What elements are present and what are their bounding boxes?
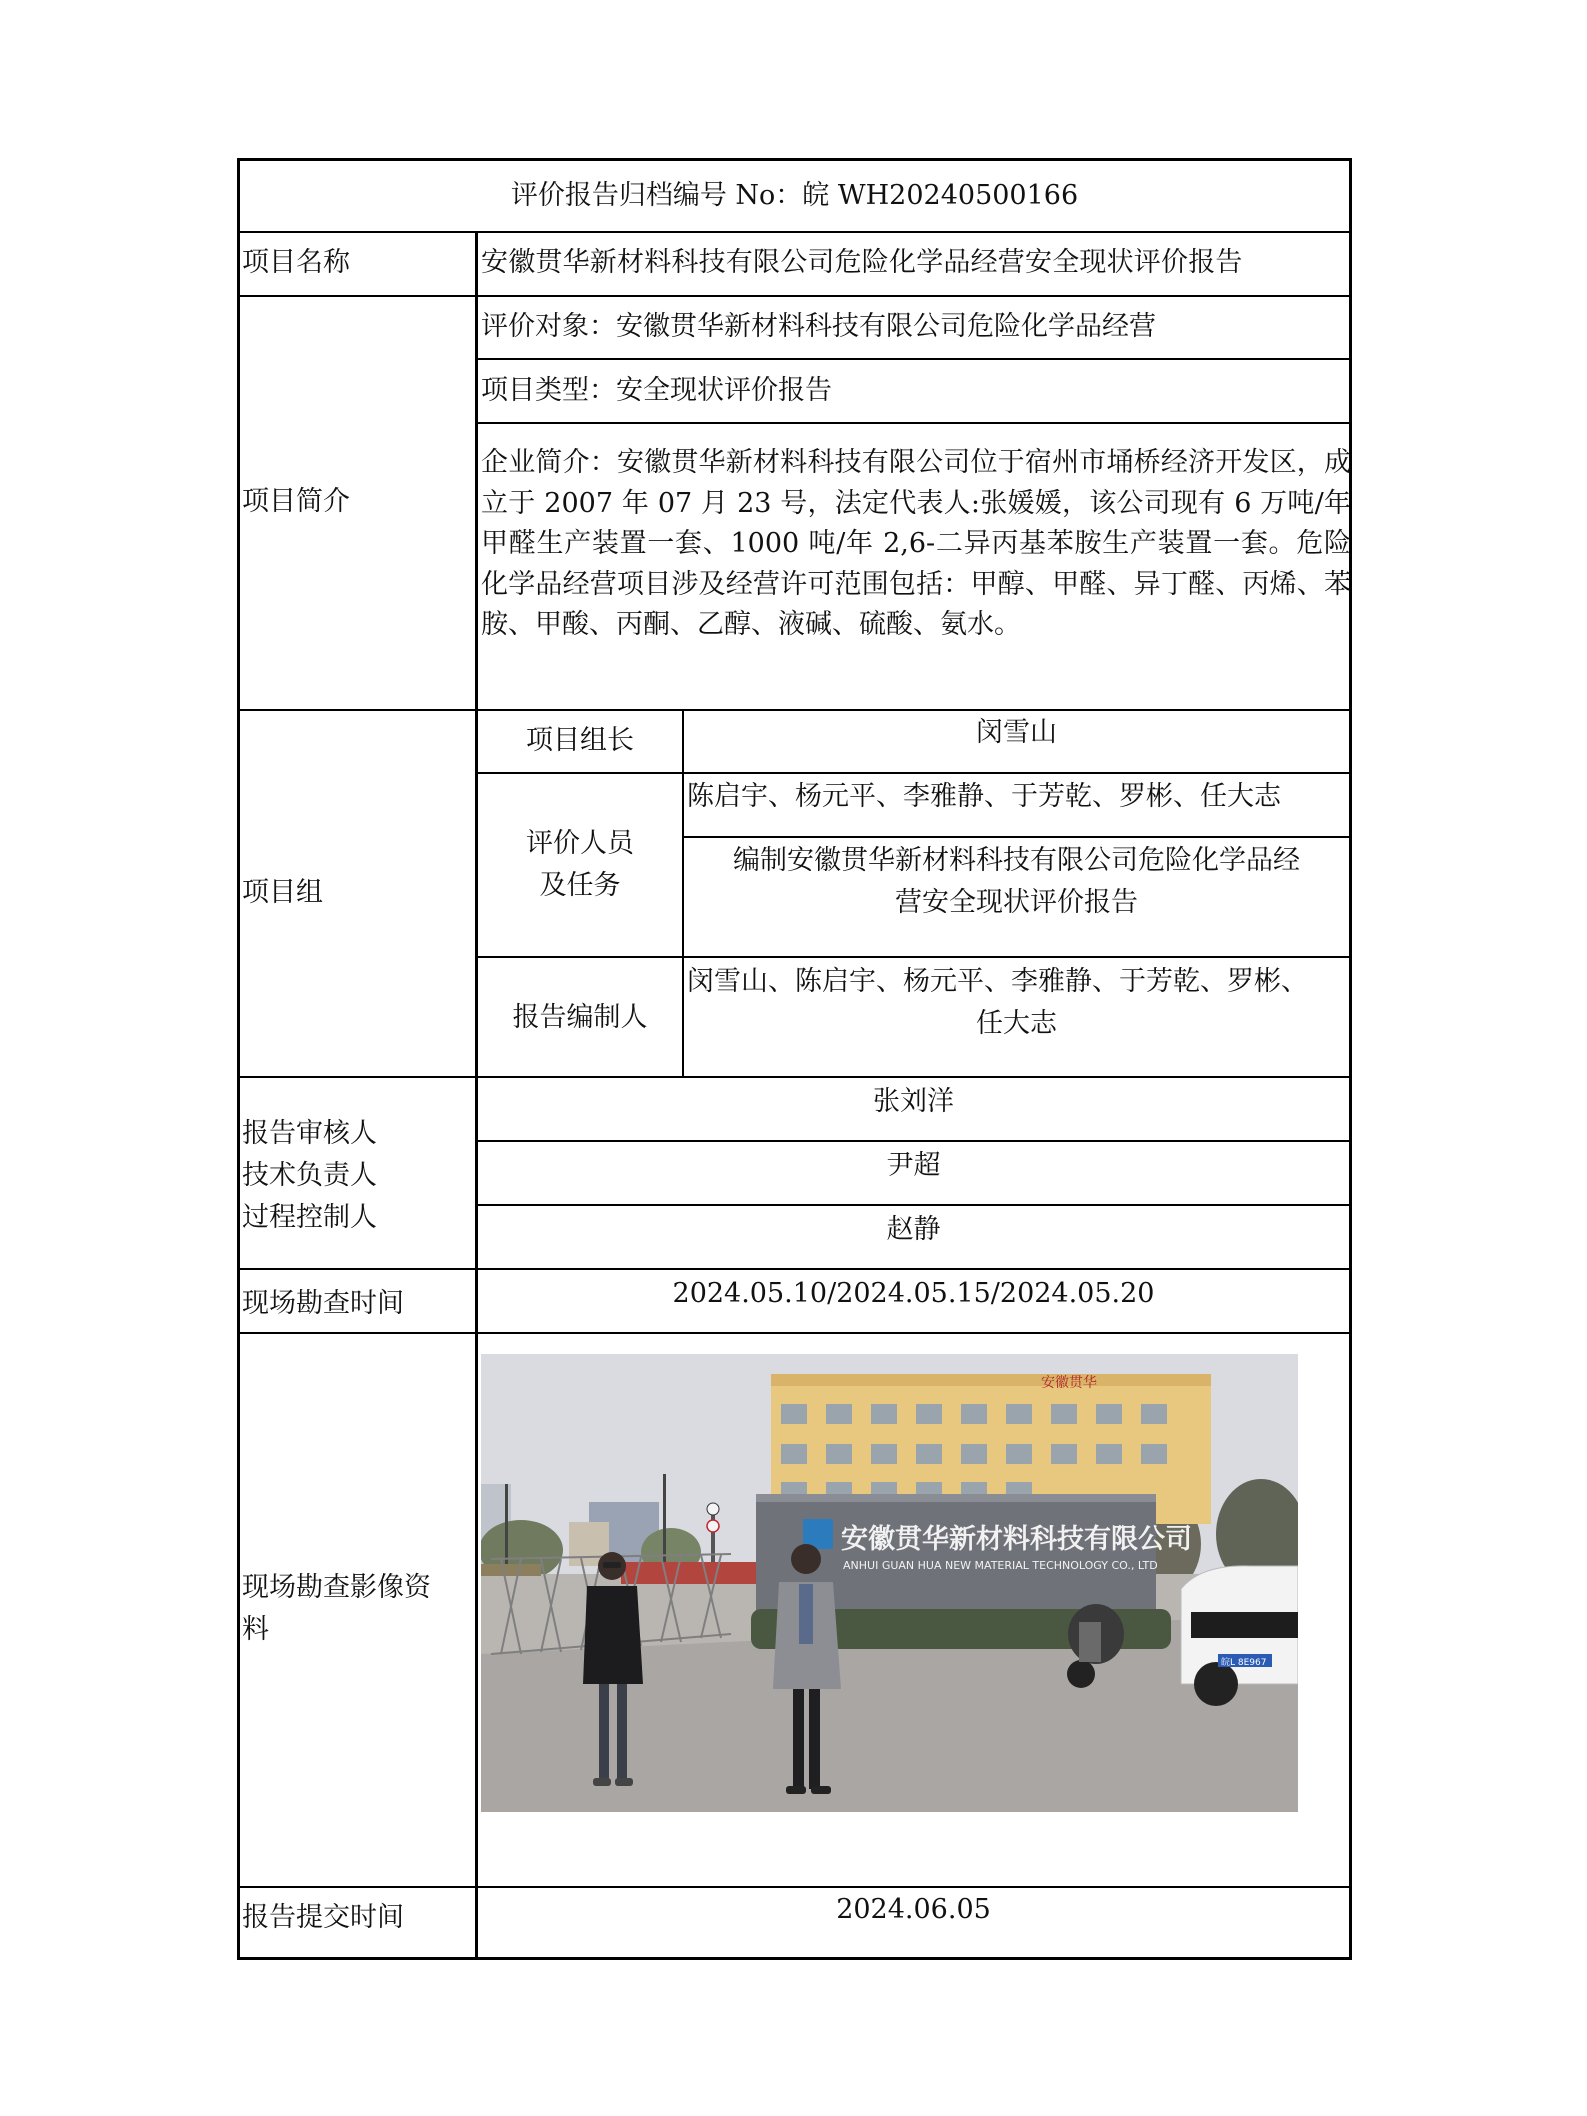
evaluators-label-line2: 及任务 (539, 870, 621, 901)
process-controller-label: 过程控制人 (242, 1202, 377, 1233)
reviewer-name: 张刘洋 (873, 1086, 954, 1117)
rule (475, 1140, 1352, 1142)
rule (237, 231, 1352, 233)
site-survey-photo (481, 1354, 1298, 1812)
evaluators-label-line1: 评价人员 (526, 828, 634, 859)
rule (475, 772, 1352, 774)
evaluators-names: 陈启宇、杨元平、李雅静、于芳乾、罗彬、任大志 (687, 781, 1281, 812)
project-group-label: 项目组 (242, 877, 323, 908)
project-name-label: 项目名称 (242, 247, 350, 278)
sign-chinese: 安徽贯华新材料科技有限公司 (841, 1524, 1192, 1555)
tech-lead-label: 技术负责人 (242, 1160, 377, 1191)
tech-lead-name: 尹超 (886, 1150, 941, 1181)
rule (237, 1268, 1352, 1270)
survey-time-label: 现场勘查时间 (242, 1288, 404, 1319)
license-plate: 皖L 8E967 (1221, 1658, 1267, 1668)
rule (237, 1886, 1352, 1888)
rule (475, 956, 1352, 958)
leader-label: 项目组长 (526, 725, 634, 756)
evaluators-task-line1: 编制安徽贯华新材料科技有限公司危险化学品经 (733, 845, 1300, 876)
rule (475, 422, 1352, 424)
evaluation-target: 评价对象：安徽贯华新材料科技有限公司危险化学品经营 (481, 311, 1156, 342)
rule (237, 1076, 1352, 1078)
table-border-right (1349, 158, 1352, 1960)
table-border-top (237, 158, 1352, 161)
submit-time-label: 报告提交时间 (242, 1902, 404, 1933)
rule (683, 836, 1352, 838)
table-border-left (237, 158, 240, 1960)
submit-time-value: 2024.06.05 (836, 1894, 991, 1925)
rule (237, 709, 1352, 711)
project-name-value: 安徽贯华新材料科技有限公司危险化学品经营安全现状评价报告 (481, 247, 1243, 278)
evaluators-task-line2: 营安全现状评价报告 (895, 887, 1138, 918)
rule (475, 358, 1352, 360)
survey-photo-label-line2: 料 (242, 1614, 269, 1645)
rule (475, 1204, 1352, 1206)
rule (237, 295, 1352, 297)
table-border-bottom (237, 1957, 1352, 1960)
leader-name: 闵雪山 (976, 717, 1057, 748)
project-brief-label: 项目简介 (242, 486, 350, 517)
survey-time-value: 2024.05.10/2024.05.15/2024.05.20 (672, 1278, 1155, 1309)
reviewer-label: 报告审核人 (242, 1118, 377, 1149)
company-intro: 企业简介：安徽贯华新材料科技有限公司位于宿州市埇桥经济开发区，成立于 2007 年 07 月 23 号，法定代表人:张媛媛，该公司现有 6 万吨/年甲醛生产装置一套、1000 吨/年 2,6-二异丙基苯胺生产装置一套。危险化学品经营项目涉及经营许可范围包括：甲醇、甲醛、异丁醛、丙烯、苯胺、甲酸、丙酮、乙醇、液碱、硫酸、氨水。 (481, 447, 1351, 640)
project-type: 项目类型：安全现状评价报告 (481, 375, 832, 406)
archive-number: 评价报告归档编号 No：皖 WH20240500166 (510, 180, 1079, 211)
sign-english: ANHUI GUAN HUA NEW MATERIAL TECHNOLOGY CO., LTD (843, 1559, 1158, 1572)
roof-sign: 安徽贯华 (1041, 1375, 1097, 1391)
rule (237, 1332, 1352, 1334)
survey-photo-label-line1: 现场勘查影像资 (242, 1572, 431, 1603)
writers-line1: 闵雪山、陈启宇、杨元平、李雅静、于芳乾、罗彬、 (687, 966, 1308, 997)
process-controller-name: 赵静 (886, 1214, 941, 1245)
writers-line2: 任大志 (976, 1008, 1057, 1039)
writers-label: 报告编制人 (512, 1002, 648, 1033)
